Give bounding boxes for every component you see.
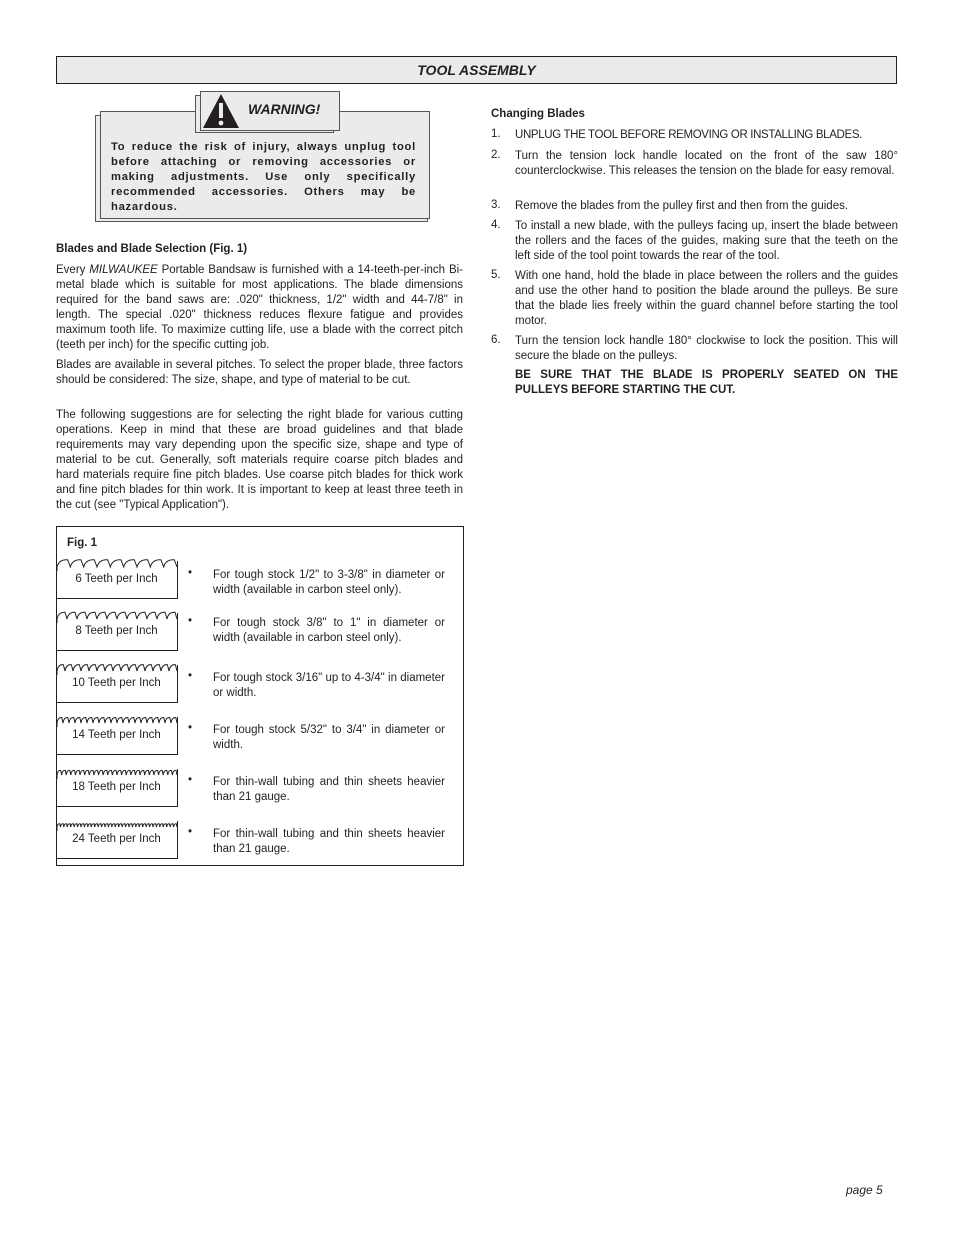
application-text: For thin-wall tubing and thin sheets heavier than 21 gauge. [213, 828, 445, 855]
step-text: With one hand, hold the blade in place between the rollers and the guides and use the other hand to position the blade around the pulleys. Be sure that the blade lies freely within the guard channel before starting the tool motor. [515, 270, 898, 327]
blade-sample [57, 663, 179, 703]
bullet: • [188, 670, 193, 682]
application-text: For tough stock 1/2" to 3-3/8" in diameter or width (available in carbon steel only). [213, 569, 445, 596]
application-text: For tough stock 5/32" to 3/4" in diameter or width. [213, 724, 445, 751]
bullet: • [188, 826, 193, 838]
step-text: Remove the blades from the pulley first and then from the guides. [515, 200, 849, 212]
changing-blades-heading: Changing Blades [491, 108, 585, 120]
blades-heading: Blades and Blade Selection (Fig. 1) [56, 243, 248, 255]
blade-sample [57, 819, 179, 859]
caution-text: BE SURE THAT THE BLADE IS PROPERLY SEATED ON THE PULLEYS BEFORE STARTING THE CUT. [515, 369, 898, 396]
blades-paragraph-1 [56, 263, 463, 353]
para1-prefix: Every [56, 264, 90, 276]
blade-sample [57, 559, 179, 599]
bullet: • [188, 615, 193, 627]
section-title: TOOL ASSEMBLY [417, 62, 536, 78]
blades-paragraph-2: Blades are available in several pitches. To select the proper blade, three factors should be considered: The size, shape, and type of material to be cut. [56, 359, 463, 386]
step-text: UNPLUG THE TOOL BEFORE REMOVING OR INSTALLING BLADES. [515, 129, 862, 141]
blade-sample [57, 715, 179, 755]
bullet: • [188, 722, 193, 734]
step-text: Turn the tension lock handle 180° clockwise to lock the position. This will secure the blade on the pulleys. [515, 335, 898, 362]
page-number: page 5 [846, 1183, 883, 1197]
application-text: For thin-wall tubing and thin sheets heavier than 21 gauge. [213, 776, 445, 803]
blades-paragraph-3: The following suggestions are for selecting the right blade for various cutting operations. Keep in mind that these are broad guidelines and that blade requirements may vary depending upon the specific size, shape and type of material to be cut. Generally, soft materials require coarse pitch blades and hard materials require fine pitch blades. Use coarse pitch blades for thick work and fine pitch blades for thin work. It is important to keep at least three teeth in the cut (see "Typical Application"). [56, 409, 463, 511]
bullet: • [188, 567, 193, 579]
application-text: For tough stock 3/16" up to 4-3/4" in diameter or width. [213, 672, 445, 699]
step-number: 4. [491, 219, 501, 231]
figure-label: Fig. 1 [67, 537, 98, 549]
step-number: 2. [491, 149, 501, 161]
blade-label: 8 Teeth per Inch [75, 625, 158, 637]
step-number: 5. [491, 269, 501, 281]
section-header [56, 56, 897, 84]
blade-sample [57, 611, 179, 651]
blade-label: 18 Teeth per Inch [72, 781, 161, 793]
application-text: For tough stock 3/8" to 1" in diameter or width (available in carbon steel only). [213, 617, 445, 644]
step-text: To install a new blade, with the pulleys facing up, insert the blade between the rollers and the faces of the guides, making sure that the teeth on the left side of the tool point towards the rear of the tool. [515, 220, 898, 262]
warning-triangle-icon [201, 92, 241, 135]
warning-label: WARNING! [248, 101, 321, 117]
bullet: • [188, 774, 193, 786]
step-number: 1. [491, 128, 501, 140]
blade-label: 24 Teeth per Inch [72, 833, 161, 845]
warning-text: To reduce the risk of injury, always unplug tool before attaching or removing accessories or making adjustments. Use only specifically recommended accessories. Others may be hazardous. [111, 141, 416, 213]
para1-text: Portable Bandsaw is furnished with a 14-teeth-per-inch Bi-metal blade which is suitable for most applications. The blade dimensions required for the band saws are: .020" thickness, 1/2" width and 44-7/8" in length. The special .020" thickness reduces flexure fatigue and provides maximum tooth life. To maximize cutting life, use a blade with the correct pitch (teeth per inch) for the specific cutting job. [56, 264, 464, 351]
blade-label: 14 Teeth per Inch [72, 729, 161, 741]
step-text: Turn the tension lock handle located on the front of the saw 180° counterclockwise. This releases the tension on the blade for easy removal. [515, 150, 898, 177]
blade-label: 6 Teeth per Inch [75, 573, 158, 585]
brand-name: MILWAUKEE [89, 264, 158, 276]
blade-sample [57, 767, 179, 807]
blade-label: 10 Teeth per Inch [72, 677, 161, 689]
step-number: 3. [491, 199, 501, 211]
step-number: 6. [491, 334, 501, 346]
